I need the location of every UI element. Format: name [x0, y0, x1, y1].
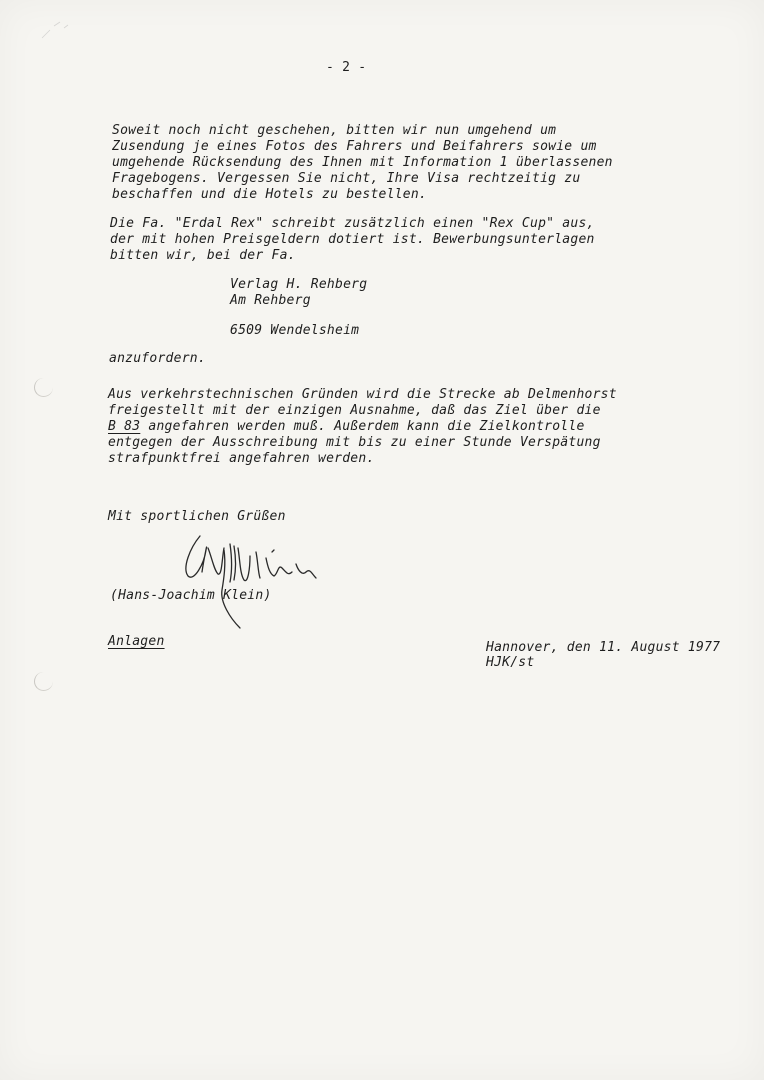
- sender-name: (Hans-Joachim Klein): [110, 588, 272, 603]
- paragraph3-line4: entgegen der Ausschreibung mit bis zu einer Stunde Verspätung: [108, 435, 601, 450]
- page-number: - 2 -: [326, 60, 367, 75]
- paragraph1-line3: umgehende Rücksendung des Ihnen mit Information 1 überlassenen: [112, 155, 613, 170]
- place-and-date: Hannover, den 11. August 1977: [486, 640, 721, 655]
- handwritten-signature: [178, 528, 328, 638]
- address-city: 6509 Wendelsheim: [230, 323, 360, 338]
- paper-speck: [40, 18, 80, 43]
- address-street: Am Rehberg: [230, 293, 311, 308]
- closing: Mit sportlichen Grüßen: [108, 509, 286, 524]
- paragraph2-line3: bitten wir, bei der Fa.: [110, 248, 296, 263]
- punch-hole-bottom: [34, 672, 53, 691]
- paragraph1-line5: beschaffen und die Hotels zu bestellen.: [112, 187, 427, 202]
- paragraph1-line2: Zusendung je eines Fotos des Fahrers und Beifahrers sowie um: [112, 139, 597, 154]
- address-company: Verlag H. Rehberg: [230, 277, 368, 292]
- paragraph3-line3-rest: angefahren werden muß. Außerdem kann die Zielkontrolle: [140, 419, 585, 434]
- road-b83: B 83: [108, 419, 141, 434]
- enclosures-label: Anlagen: [108, 634, 165, 649]
- paragraph3-line3: [108, 419, 585, 435]
- paragraph2-line2: der mit hohen Preisgeldern dotiert ist. Bewerbungsunterlagen: [110, 232, 595, 247]
- paragraph3-line1: Aus verkehrstechnischen Gründen wird die Strecke ab Delmenhorst: [108, 387, 617, 402]
- reference-initials: HJK/st: [486, 655, 535, 670]
- paragraph2-line1: Die Fa. "Erdal Rex" schreibt zusätzlich einen "Rex Cup" aus,: [110, 216, 595, 231]
- paragraph1-line1: Soweit noch nicht geschehen, bitten wir nun umgehend um: [112, 123, 557, 138]
- punch-hole-top: [34, 378, 53, 397]
- paragraph1-line4: Fragebogens. Vergessen Sie nicht, Ihre Visa rechtzeitig zu: [112, 171, 581, 186]
- request-line: anzufordern.: [109, 351, 206, 366]
- paragraph3-line5: strafpunktfrei angefahren werden.: [108, 451, 375, 466]
- paragraph3-line2: freigestellt mit der einzigen Ausnahme, daß das Ziel über die: [108, 403, 601, 418]
